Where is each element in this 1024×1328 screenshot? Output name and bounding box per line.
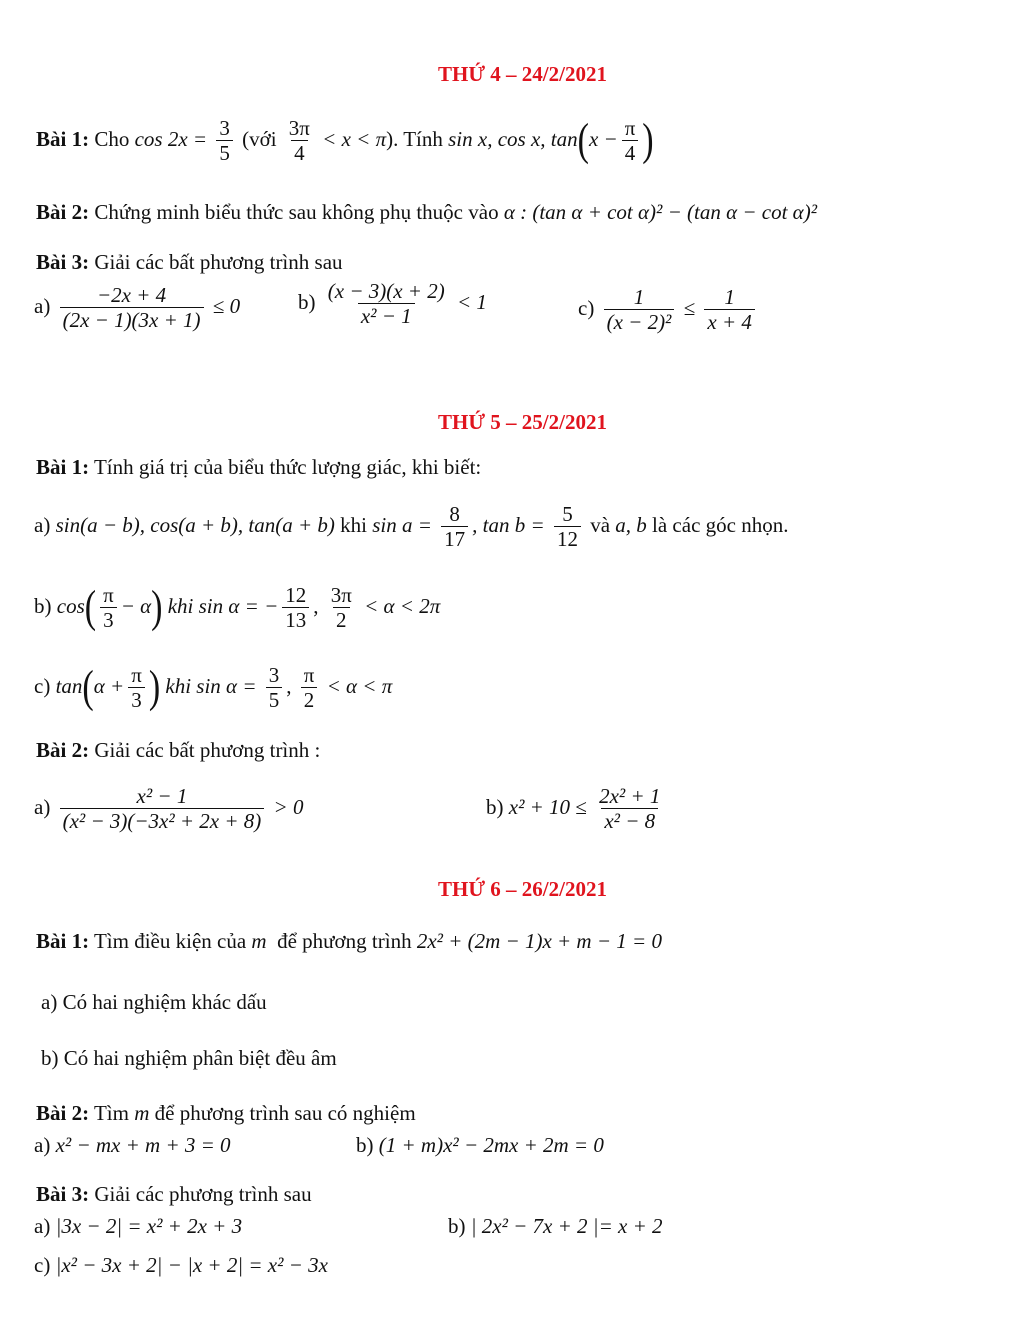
d3-bai1-eq: 2x² + (2m − 1)x + m − 1 = 0 [416, 929, 662, 953]
d1-bai3-b-frac [325, 279, 448, 329]
d2-bai1-b [34, 583, 440, 633]
frac-num: 5 [562, 502, 573, 526]
item-label: c) [34, 673, 51, 698]
d1-bai3-c-frac2 [704, 285, 755, 335]
d2-bai2-b-lhs: x² + 10 ≤ [508, 794, 587, 819]
frac-num: 3π [288, 116, 310, 140]
frac-den: 13 [282, 607, 309, 633]
d2-b-minus-alpha: − α [120, 593, 152, 618]
paren-open: ( [82, 662, 94, 713]
d1-bai1-funcs: sin x, cos x, tan [448, 126, 578, 151]
d1-bai2-expr: α : (tan α + cot α)² − (tan α − cot α)² [503, 200, 817, 224]
frac-num: 12 [285, 583, 307, 607]
d3-bai1-label: Bài 1: [36, 929, 90, 953]
d2-bai1-label: Bài 1: [36, 455, 90, 479]
d2-a-sin: sin a = [372, 512, 432, 537]
section-title-thu6: THỨ 6 – 26/2/2021 [438, 877, 607, 901]
d3-bai3-a [34, 1214, 242, 1239]
d1-bai3-text: Giải các bất phương trình sau [94, 250, 343, 274]
d1-bai1-inner: x − [588, 126, 618, 151]
d1-bai3-b [298, 279, 487, 329]
frac-den: 4 [291, 140, 308, 166]
d2-bai2-a [34, 784, 303, 834]
d3-bai2 [36, 1101, 416, 1126]
section-title-thu5: THỨ 5 – 25/2/2021 [438, 410, 607, 434]
d1-bai1-cos2x: cos 2x = [134, 126, 208, 151]
frac-den: 17 [441, 526, 468, 552]
paren-close: ) [148, 662, 161, 713]
frac-den: 2 [333, 607, 350, 633]
d1-bai3-label: Bài 3: [36, 250, 90, 274]
item-label: b) [298, 289, 316, 314]
frac-den: x + 4 [704, 309, 755, 335]
item-label: a) [34, 293, 51, 318]
d3-bai1-text-a: Tìm điều kiện của [93, 929, 247, 953]
d2-bai1-c [34, 663, 392, 713]
d3-bai2-b-eq: (1 + m)x² − 2mx + 2m = 0 [378, 1133, 604, 1157]
frac-num: (x − 3)(x + 2) [327, 279, 445, 303]
d2-frac-pi-3 [100, 583, 117, 633]
d3-bai2-label: Bài 2: [36, 1101, 90, 1125]
d2-frac-pi-3b [128, 663, 145, 713]
d2-c-khi: khi [165, 673, 192, 698]
d3-bai3-a-eq: |3x − 2| = x² + 2x + 3 [55, 1214, 243, 1238]
paren-open: ( [84, 582, 97, 633]
d2-a-tail-vars: a, b [615, 512, 647, 537]
d1-bai1 [36, 116, 654, 166]
d2-c-sin: sin α = [196, 673, 257, 698]
d3-bai1-text-b: để phương trình [277, 929, 412, 953]
d2-c-tan: tan [55, 673, 83, 698]
d3-bai3-text: Giải các phương trình sau [94, 1182, 312, 1206]
item-label: b) [356, 1133, 374, 1157]
d2-b-cos: cos [56, 593, 85, 618]
d1-bai3-a [34, 283, 240, 333]
d2-bai2-text: Giải các bất phương trình : [94, 738, 321, 762]
d1-bai1-text-b: (với [242, 126, 277, 151]
d2-a-tail-pre: và [590, 512, 611, 537]
d2-bai2 [36, 738, 320, 763]
d3-bai3-c [34, 1253, 328, 1278]
d1-frac-pi-4 [622, 116, 639, 166]
item-label: a) [34, 1214, 51, 1238]
frac-den: 2 [301, 687, 318, 713]
frac-den: (x² − 3)(−3x² + 2x + 8) [60, 808, 265, 834]
d1-bai3-c-le: ≤ [683, 295, 696, 320]
d3-bai3-b-eq: | 2x² − 7x + 2 |= x + 2 [470, 1214, 663, 1238]
d2-c-comma: , [286, 673, 292, 698]
d1-frac-3-5 [216, 116, 233, 166]
d1-bai1-text-a: Cho [94, 126, 130, 151]
item-label: c) [578, 295, 595, 320]
d2-bai2-label: Bài 2: [36, 738, 90, 762]
frac-den: 4 [622, 140, 639, 166]
paren-close: ) [642, 115, 654, 166]
d2-frac-8-17 [441, 502, 468, 552]
d3-bai2-m: m [134, 1101, 150, 1125]
item-label: a) [34, 794, 51, 819]
d2-bai2-b [486, 784, 667, 834]
d3-bai2-text-a: Tìm [93, 1101, 129, 1125]
d3-bai1-b: b) Có hai nghiệm phân biệt đều âm [41, 1046, 337, 1070]
frac-num: 3 [268, 663, 280, 687]
frac-num: 8 [449, 502, 460, 526]
d1-bai3 [36, 250, 343, 275]
d2-bai1-a [34, 502, 788, 552]
d1-bai3-a-rhs: ≤ 0 [212, 293, 241, 318]
d3-bai3-c-eq: |x² − 3x + 2| − |x + 2| = x² − 3x [55, 1253, 328, 1277]
d3-bai2-a [34, 1133, 231, 1158]
d3-bai1 [36, 929, 662, 954]
d1-bai3-c-frac1 [604, 285, 675, 335]
item-label: b) [448, 1214, 466, 1238]
item-label: c) [34, 1253, 51, 1277]
d1-frac-3pi-4 [286, 116, 313, 166]
frac-num: 3π [330, 583, 352, 607]
d2-bai1 [36, 455, 481, 480]
frac-num: 3 [219, 116, 230, 140]
frac-num: 1 [633, 285, 645, 309]
d1-bai2 [36, 200, 817, 225]
frac-den: (x − 2)² [604, 309, 675, 335]
d2-frac-3pi-2 [328, 583, 355, 633]
d2-frac-pi-2 [301, 663, 318, 713]
d3-bai2-text-b: để phương trình sau có nghiệm [154, 1101, 416, 1125]
frac-num: π [131, 663, 142, 687]
d2-a-tan: , tan b = [472, 512, 545, 537]
d2-frac-5-12 [554, 502, 581, 552]
d1-bai3-c [578, 285, 759, 335]
d2-b-comma: , [313, 593, 319, 618]
d2-c-alpha-plus: α + [93, 673, 125, 698]
paren-close: ) [151, 582, 163, 633]
section-title-thu4: THỨ 4 – 24/2/2021 [438, 62, 607, 86]
frac-den: 3 [100, 607, 117, 633]
d1-bai3-a-frac [60, 283, 204, 333]
frac-num: x² − 1 [136, 784, 188, 808]
item-label: a) [34, 512, 51, 537]
d2-frac-3-5 [266, 663, 283, 713]
d1-bai2-text: Chứng minh biểu thức sau không phụ thuộc vào [94, 200, 499, 224]
frac-num: 2x² + 1 [599, 784, 661, 808]
d2-b-khi: khi [167, 593, 194, 618]
d2-bai1-text: Tính giá trị của biểu thức lượng giác, khi biết: [93, 455, 482, 479]
d3-bai2-b [356, 1133, 604, 1158]
d1-bai2-label: Bài 2: [36, 200, 90, 224]
item-label: a) [34, 1133, 51, 1157]
frac-den: 5 [266, 687, 283, 713]
d2-frac-12-13 [282, 583, 309, 633]
frac-den: x² − 1 [358, 303, 415, 329]
d2-b-range: < α < 2π [364, 593, 441, 618]
d3-bai3-label: Bài 3: [36, 1182, 90, 1206]
d2-bai2-a-frac [60, 784, 265, 834]
d2-bai2-a-rhs: > 0 [273, 794, 304, 819]
d2-c-range: < α < π [326, 673, 393, 698]
frac-den: 12 [554, 526, 581, 552]
d3-bai1-a: a) Có hai nghiệm khác dấu [41, 990, 267, 1014]
frac-num: π [303, 663, 315, 687]
frac-num: π [103, 583, 114, 607]
item-label: b) [486, 794, 504, 819]
frac-num: 1 [724, 285, 735, 309]
paren-open: ( [577, 115, 589, 166]
d2-bai2-b-frac [596, 784, 663, 834]
d3-bai3-b [448, 1214, 663, 1239]
frac-den: x² − 8 [601, 808, 658, 834]
d2-b-sin: sin α = − [198, 593, 279, 618]
d2-a-expr: sin(a − b), cos(a + b), tan(a + b) [55, 512, 335, 537]
d2-a-tail-post: là các góc nhọn. [652, 512, 789, 537]
d1-bai1-ineq: < x < π [322, 126, 387, 151]
frac-num: π [624, 116, 636, 140]
frac-num: −2x + 4 [96, 283, 167, 307]
d3-bai1-m: m [251, 929, 267, 953]
d1-bai1-text-c: ). Tính [386, 126, 443, 151]
d3-bai2-a-eq: x² − mx + m + 3 = 0 [55, 1133, 231, 1157]
d3-bai3 [36, 1182, 312, 1207]
d2-a-khi: khi [340, 512, 367, 537]
frac-den: 3 [128, 687, 145, 713]
item-label: b) [34, 593, 52, 618]
d1-bai3-b-rhs: < 1 [456, 289, 487, 314]
frac-den: (2x − 1)(3x + 1) [60, 307, 204, 333]
d1-bai1-label: Bài 1: [36, 126, 90, 151]
frac-den: 5 [216, 140, 233, 166]
